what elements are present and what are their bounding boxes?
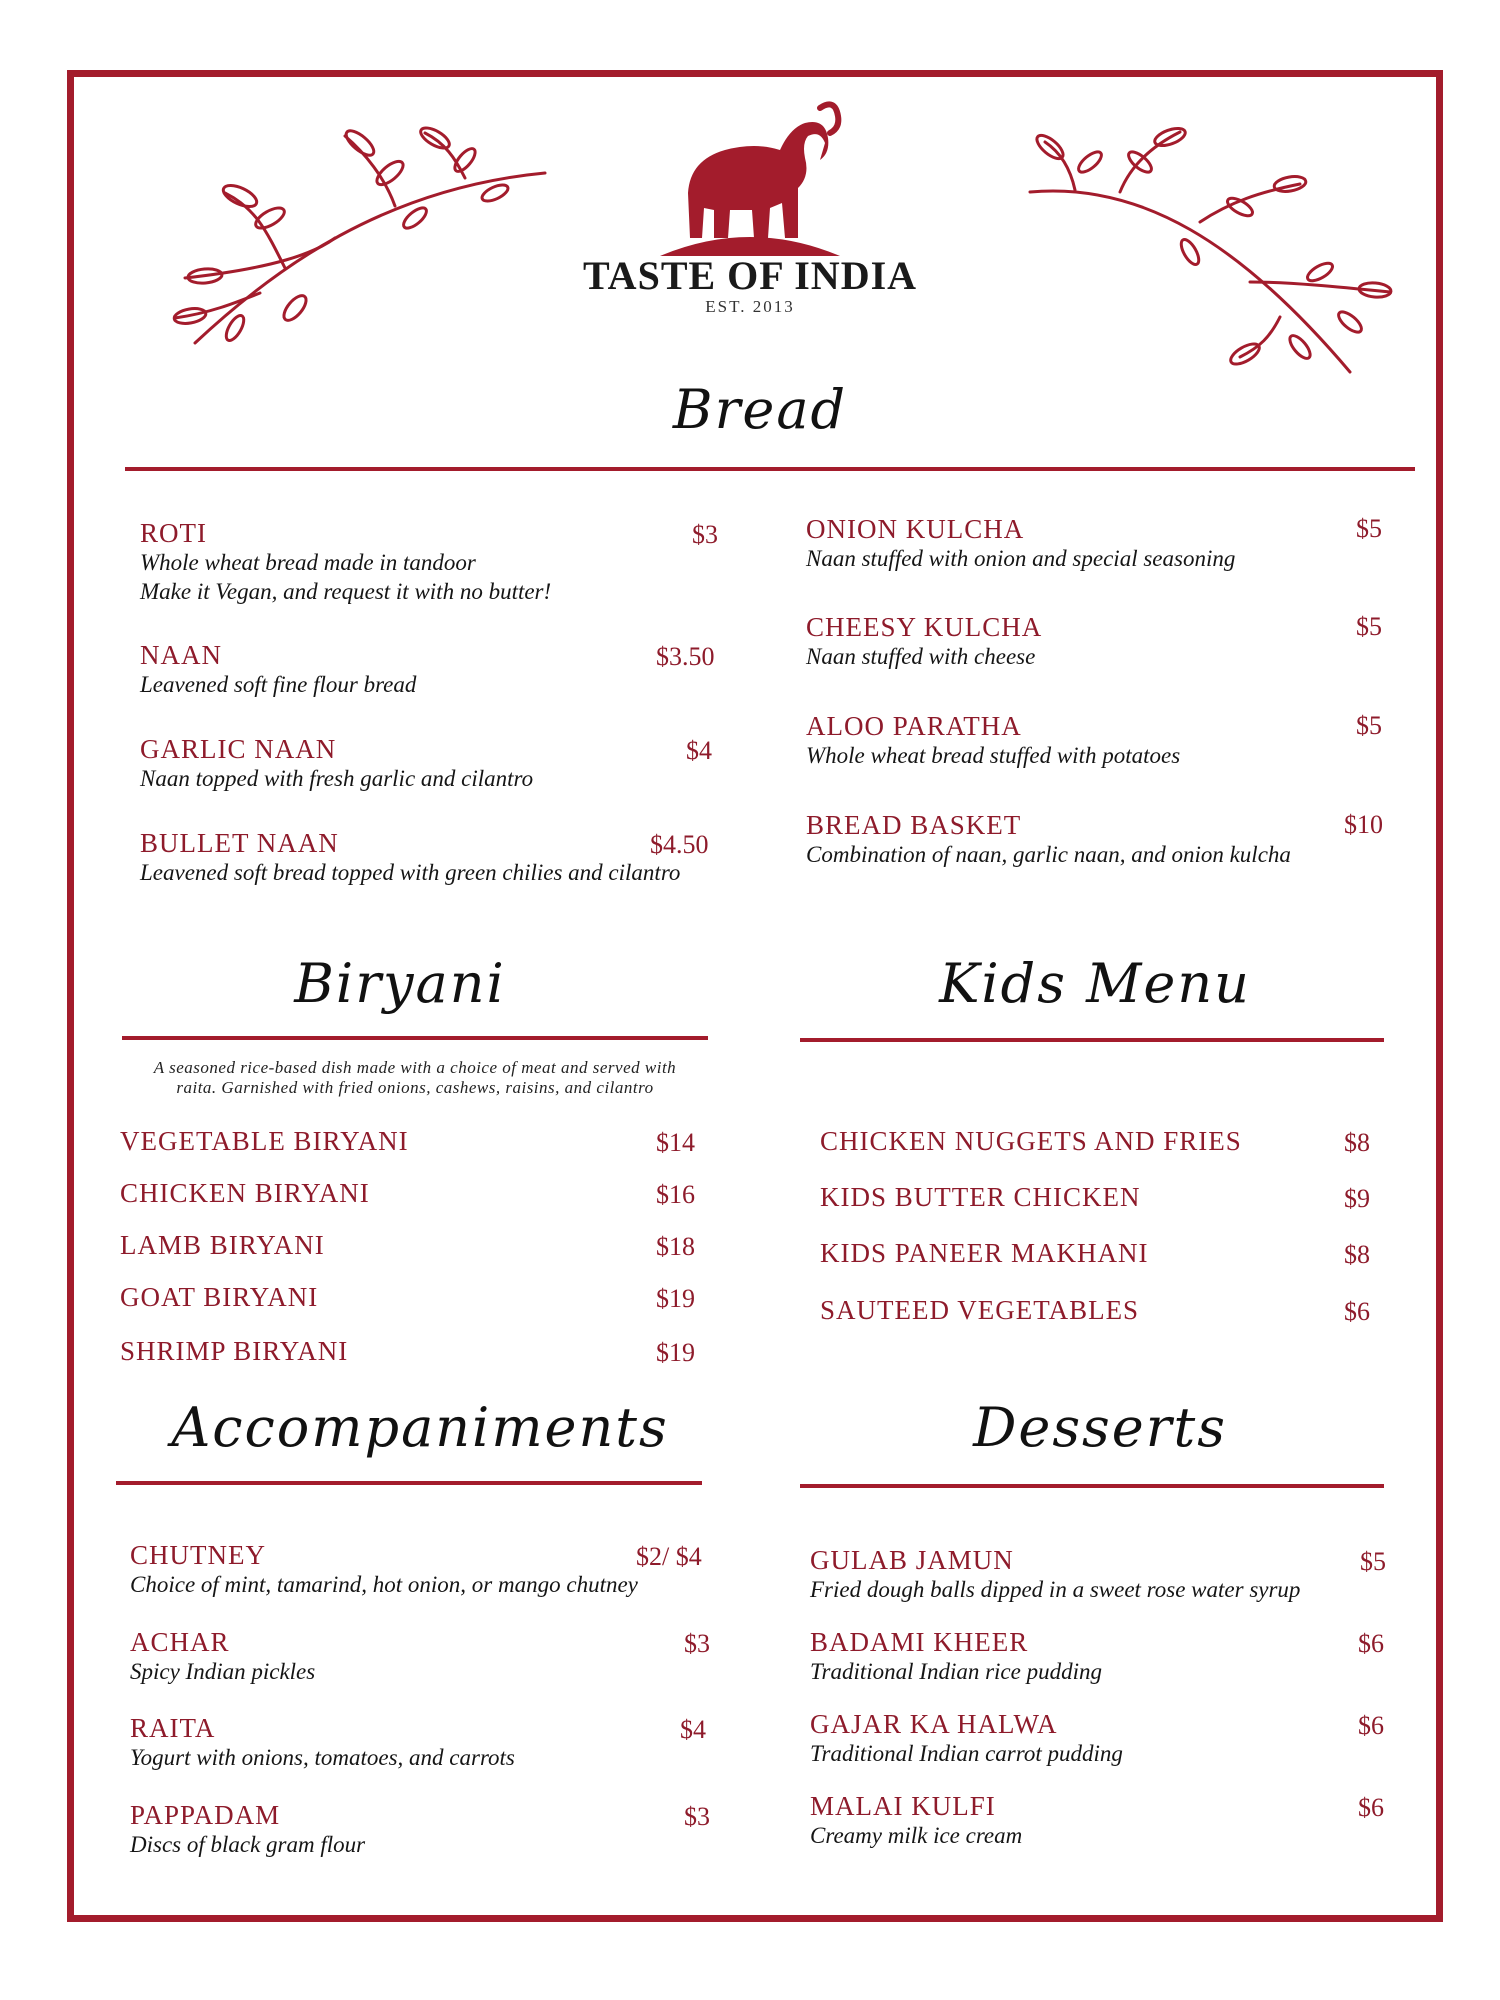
item-price: $5 bbox=[1356, 711, 1382, 740]
item-price: $2/ $4 bbox=[636, 1542, 702, 1571]
item-price: $10 bbox=[1344, 810, 1383, 839]
item-description: Naan stuffed with onion and special seasoning bbox=[806, 546, 1236, 571]
item-name: SHRIMP BIRYANI bbox=[120, 1336, 349, 1366]
menu-item bbox=[820, 1238, 1149, 1268]
menu-item bbox=[806, 810, 1291, 869]
item-name: GULAB JAMUN bbox=[810, 1545, 1014, 1575]
item-description: Combination of naan, garlic naan, and onion kulcha bbox=[806, 842, 1291, 867]
menu-item bbox=[130, 1627, 315, 1686]
item-name: GOAT BIRYANI bbox=[120, 1282, 319, 1312]
item-price: $9 bbox=[1344, 1184, 1370, 1213]
item-price: $3 bbox=[684, 1802, 710, 1831]
item-name: KIDS BUTTER CHICKEN bbox=[820, 1182, 1141, 1212]
menu-item bbox=[810, 1545, 1300, 1604]
menu-item bbox=[806, 514, 1235, 573]
item-price: $5 bbox=[1360, 1547, 1386, 1576]
item-price: $19 bbox=[656, 1284, 695, 1313]
menu-item bbox=[140, 828, 680, 887]
menu-item bbox=[140, 734, 533, 793]
menu-item bbox=[140, 518, 551, 606]
item-price: $6 bbox=[1358, 1629, 1384, 1658]
menu-item bbox=[120, 1230, 325, 1260]
menu-item bbox=[820, 1126, 1242, 1156]
menu-item bbox=[120, 1178, 370, 1208]
menu-item bbox=[130, 1713, 515, 1772]
desserts-divider bbox=[800, 1484, 1384, 1488]
established-year: EST. 2013 bbox=[705, 297, 795, 316]
item-price: $19 bbox=[656, 1338, 695, 1367]
item-description: Fried dough balls dipped in a sweet rose water syrup bbox=[810, 1577, 1301, 1602]
item-price: $5 bbox=[1356, 612, 1382, 641]
bread-divider bbox=[125, 467, 1415, 471]
item-price: $6 bbox=[1344, 1297, 1370, 1326]
item-price: $5 bbox=[1356, 514, 1382, 543]
item-name: CHICKEN NUGGETS AND FRIES bbox=[820, 1126, 1242, 1156]
item-price: $4.50 bbox=[650, 830, 709, 859]
item-name: ONION KULCHA bbox=[806, 514, 1025, 544]
menu-item bbox=[820, 1295, 1139, 1325]
item-name: ALOO PARATHA bbox=[806, 711, 1022, 741]
item-description: Creamy milk ice cream bbox=[810, 1823, 1023, 1848]
item-description: Traditional Indian carrot pudding bbox=[810, 1741, 1123, 1766]
item-price: $8 bbox=[1344, 1240, 1370, 1269]
item-name: MALAI KULFI bbox=[810, 1791, 996, 1821]
restaurant-logo bbox=[580, 98, 920, 328]
item-name: CHUTNEY bbox=[130, 1540, 266, 1570]
accompaniments-divider bbox=[116, 1481, 702, 1485]
item-description: Naan topped with fresh garlic and cilantro bbox=[140, 766, 534, 791]
item-name: BULLET NAAN bbox=[140, 828, 339, 858]
menu-item bbox=[130, 1800, 365, 1859]
item-price: $18 bbox=[656, 1232, 695, 1261]
menu-item bbox=[810, 1709, 1123, 1768]
item-description: Traditional Indian rice pudding bbox=[810, 1659, 1102, 1684]
item-name: SAUTEED VEGETABLES bbox=[820, 1295, 1140, 1325]
item-name: KIDS PANEER MAKHANI bbox=[820, 1238, 1149, 1268]
item-description: Make it Vegan, and request it with no butter! bbox=[140, 579, 552, 604]
item-price: $3 bbox=[684, 1629, 710, 1658]
item-description: Discs of black gram flour bbox=[130, 1832, 366, 1857]
accompaniments-title: Accompaniments bbox=[171, 1396, 669, 1459]
item-description: Naan stuffed with cheese bbox=[806, 644, 1036, 669]
biryani-note-line: raita. Garnished with fried onions, cashews, raisins, and cilantro bbox=[176, 1078, 654, 1097]
item-name: BADAMI KHEER bbox=[810, 1627, 1029, 1657]
biryani-divider bbox=[122, 1036, 708, 1040]
item-price: $4 bbox=[680, 1715, 706, 1744]
menu-item bbox=[820, 1182, 1141, 1212]
desserts-title: Desserts bbox=[973, 1396, 1227, 1459]
item-name: NAAN bbox=[140, 640, 222, 670]
elephant-icon bbox=[630, 98, 870, 258]
kids-menu-title: Kids Menu bbox=[939, 952, 1251, 1015]
biryani-title: Biryani bbox=[294, 952, 506, 1015]
item-name: BREAD BASKET bbox=[806, 810, 1022, 840]
item-name: CHICKEN BIRYANI bbox=[120, 1178, 370, 1208]
biryani-note-line: A seasoned rice-based dish made with a choice of meat and served with bbox=[153, 1058, 677, 1077]
item-name: GAJAR KA HALWA bbox=[810, 1709, 1058, 1739]
item-name: GARLIC NAAN bbox=[140, 734, 337, 764]
item-price: $14 bbox=[656, 1128, 695, 1157]
item-description: Yogurt with onions, tomatoes, and carrots bbox=[130, 1745, 515, 1770]
menu-item bbox=[120, 1126, 409, 1156]
menu-item bbox=[810, 1791, 1022, 1850]
item-description: Leavened soft fine flour bread bbox=[140, 672, 417, 697]
item-description: Whole wheat bread made in tandoor bbox=[140, 550, 476, 575]
item-price: $4 bbox=[686, 736, 712, 765]
item-price: $6 bbox=[1358, 1793, 1384, 1822]
item-name: CHEESY KULCHA bbox=[806, 612, 1043, 642]
item-price: $8 bbox=[1344, 1128, 1370, 1157]
item-price: $3.50 bbox=[656, 642, 715, 671]
item-price: $16 bbox=[656, 1180, 695, 1209]
item-name: LAMB BIRYANI bbox=[120, 1230, 325, 1260]
brand-name: TASTE OF INDIA bbox=[582, 253, 918, 298]
menu-item bbox=[120, 1336, 348, 1366]
item-description: Whole wheat bread stuffed with potatoes bbox=[806, 743, 1181, 768]
biryani-description bbox=[100, 1058, 730, 1098]
menu-item bbox=[810, 1627, 1102, 1686]
menu-item bbox=[130, 1540, 638, 1599]
left-branch-ornament bbox=[165, 118, 555, 358]
item-description: Spicy Indian pickles bbox=[130, 1659, 316, 1684]
menu-item bbox=[806, 612, 1042, 671]
item-name: ACHAR bbox=[130, 1627, 230, 1657]
right-branch-ornament bbox=[1020, 122, 1400, 382]
item-name: RAITA bbox=[130, 1713, 216, 1743]
item-description: Choice of mint, tamarind, hot onion, or mango chutney bbox=[130, 1572, 638, 1597]
kids-menu-divider bbox=[800, 1038, 1384, 1042]
item-name: ROTI bbox=[140, 518, 207, 548]
bread-title: Bread bbox=[672, 378, 848, 441]
item-name: PAPPADAM bbox=[130, 1800, 281, 1830]
item-price: $3 bbox=[692, 520, 718, 549]
menu-item bbox=[140, 640, 416, 699]
menu-item bbox=[806, 711, 1180, 770]
item-description: Leavened soft bread topped with green chilies and cilantro bbox=[140, 860, 681, 885]
item-price: $6 bbox=[1358, 1711, 1384, 1740]
menu-item bbox=[120, 1282, 318, 1312]
item-name: VEGETABLE BIRYANI bbox=[120, 1126, 409, 1156]
